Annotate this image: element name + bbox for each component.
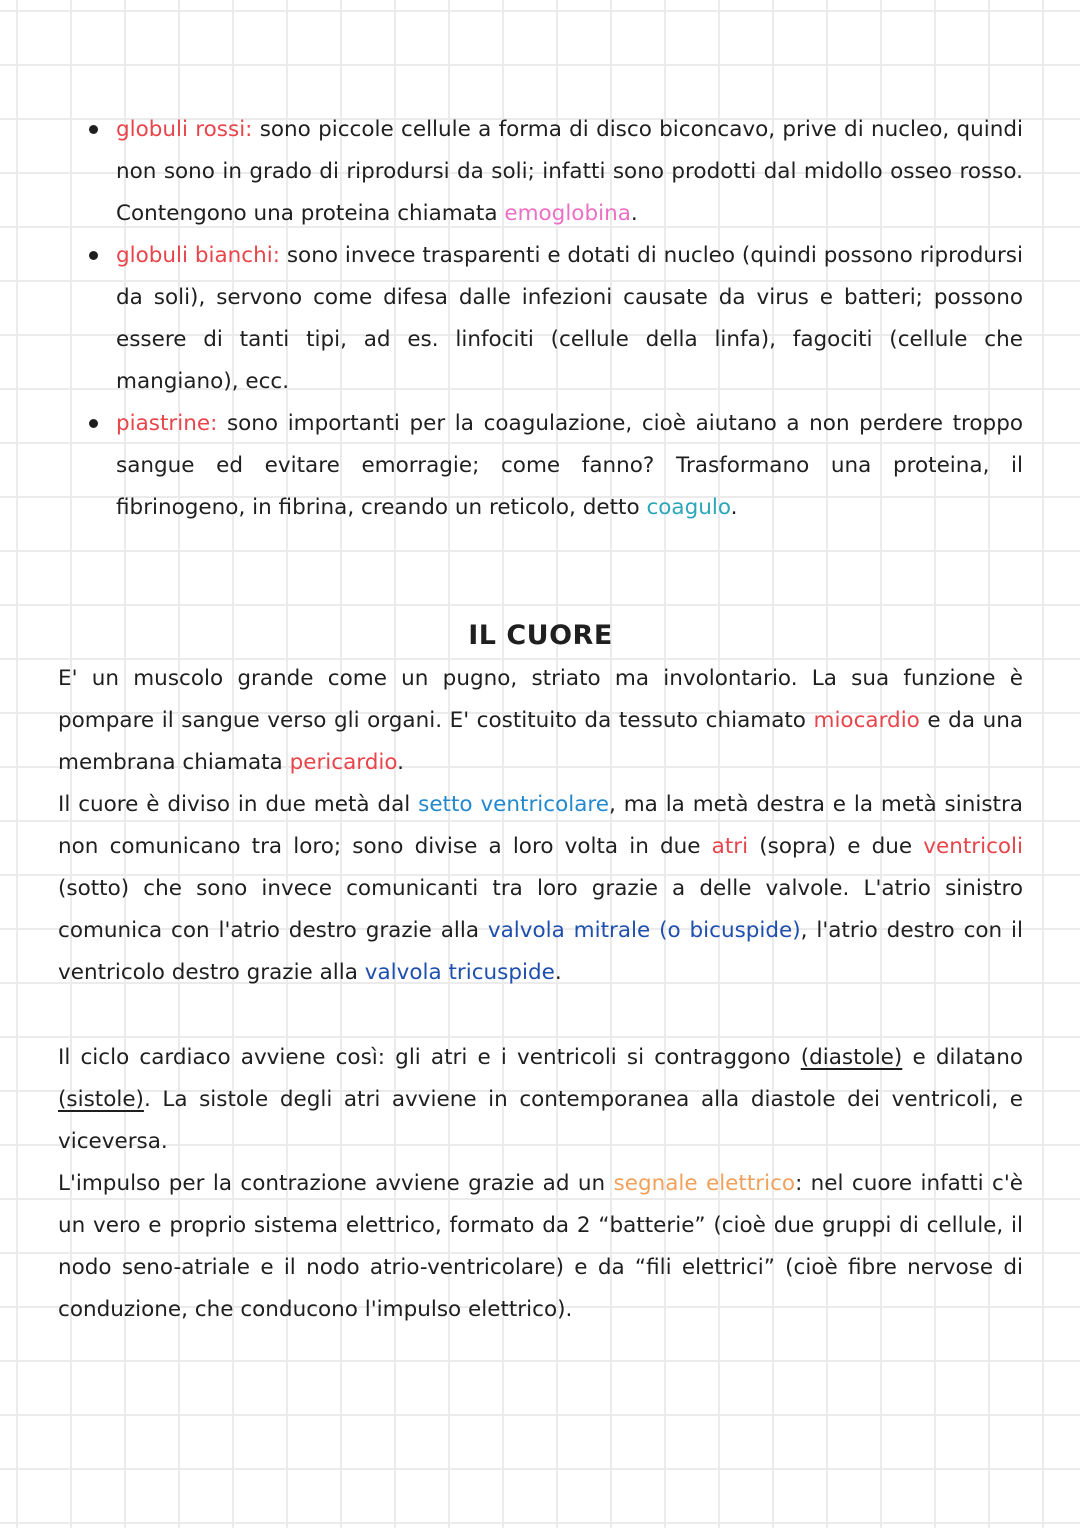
term-sistole: (sistole)	[58, 1087, 144, 1112]
text: : nel cuore infatti c'è un vero e proprio sistema elettrico, formato da 2 “batterie” (cioè due gruppi di cellule, il nodo seno-atriale e il nodo atrio-ventricolare) e da “fili elettrici” (cioè fibre nervose di conduzione, che conducono l'impulso elettrico).	[58, 1171, 1023, 1322]
term-coagulo: coagulo	[646, 495, 731, 520]
bullet-dot-icon	[89, 125, 98, 134]
term-diastole: (diastole)	[800, 1045, 903, 1070]
list-item-globuli-rossi	[58, 109, 1023, 235]
paragraph-heart-structure	[58, 658, 1023, 994]
term-valvola-mitrale: valvola mitrale (o bicuspide)	[487, 918, 801, 943]
punctuation: .	[630, 201, 638, 226]
term-globuli-rossi: globuli rossi:	[116, 117, 253, 142]
text: e dilatano	[902, 1045, 1023, 1070]
term-ventricoli: ventricoli	[923, 834, 1023, 859]
piastrine-text: sono importanti per la coagulazione, cioè aiutano a non perdere troppo sangue ed evitare emorragie; come fanno? Trasformano una proteina, il fibrinogeno, in fibrina, creando un reticolo, detto	[116, 411, 1023, 520]
text: , ma la metà destra e la metà sinistra non comunicano tra loro; sono divise a loro volta in due	[58, 792, 1023, 859]
bullet-dot-icon	[89, 419, 98, 428]
globuli-rossi-text: sono piccole cellule a forma di disco biconcavo, prive di nucleo, quindi non sono in grado di riprodursi da soli; infatti sono prodotti dal midollo osseo rosso. Contengono una proteina chiamata	[116, 117, 1023, 226]
punctuation: .	[730, 495, 738, 520]
paragraph-cardiac-cycle	[58, 1037, 1023, 1331]
text: L'impulso per la contrazione avviene grazie ad un	[58, 1171, 614, 1196]
text: .	[554, 960, 562, 985]
text: , l'atrio destro con il ventricolo destro grazie alla	[58, 918, 1023, 985]
term-globuli-bianchi: globuli bianchi:	[116, 243, 280, 268]
text: (sotto) che sono invece comunicanti tra loro grazie a delle valvole. L'atrio sinistro comunica con l'atrio destro grazie alla	[58, 876, 1023, 943]
section-heading: IL CUORE	[468, 620, 613, 651]
text: Il cuore è diviso in due metà dal	[58, 792, 419, 817]
term-segnale-elettrico: segnale elettrico	[613, 1171, 796, 1196]
text: .	[397, 750, 404, 775]
term-miocardio: miocardio	[813, 708, 920, 733]
term-setto-ventricolare: setto ventricolare	[418, 792, 609, 817]
term-piastrine: piastrine:	[116, 411, 218, 436]
blood-cells-list	[58, 109, 1023, 529]
term-atri: atri	[711, 834, 749, 859]
list-item-globuli-bianchi	[58, 235, 1023, 403]
bullet-dot-icon	[89, 251, 98, 260]
text: e da una membrana chiamata	[58, 708, 1023, 775]
term-pericardio: pericardio	[289, 750, 398, 775]
text: Il ciclo cardiaco avviene così: gli atri e i ventricoli si contraggono	[58, 1045, 801, 1070]
text: E' un muscolo grande come un pugno, striato ma involontario. La sua funzione è pompare il sangue verso gli organi. E' costituito da tessuto chiamato	[58, 666, 1023, 733]
text: (sopra) e due	[748, 834, 924, 859]
term-emoglobina: emoglobina	[504, 201, 631, 226]
globuli-bianchi-text: sono invece trasparenti e dotati di nucleo (quindi possono riprodursi da soli), servono come difesa dalle infezioni causate da virus e batteri; possono essere di tanti tipi, ad es. linfociti (cellule della linfa), fagociti (cellule che mangiano), ecc.	[116, 243, 1023, 394]
list-item-piastrine	[58, 403, 1023, 529]
text: . La sistole degli atri avviene in contemporanea alla diastole dei ventricoli, e viceversa.	[58, 1087, 1023, 1154]
term-valvola-tricuspide: valvola tricuspide	[364, 960, 555, 985]
